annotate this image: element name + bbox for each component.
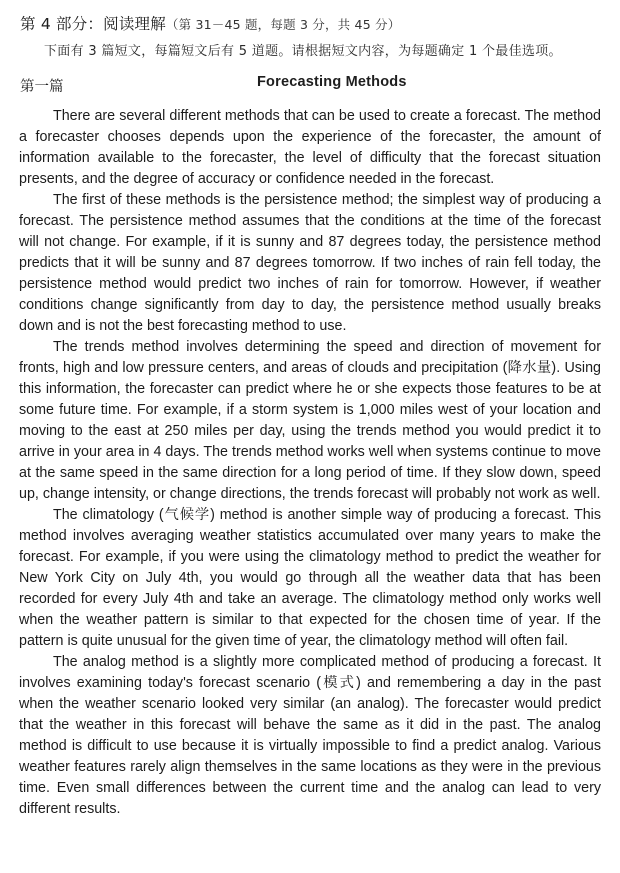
paragraph-analog-method: The analog method is a slightly more complicated method of producing a forecast. It involves examining today's forecast scenario (模式) and remembering a day in the past when the weather scenario looked very similar (an analog). The forecaster would predict that the weather in this forecast will behave the same as it did in the past. The analog method is difficult to use because it is virtually impossible to find a predict analog. Various weather features rarely align themselves in the same locations as they were in the previous time. Even small differences between the current time and the analog can lead to very different results.	[19, 654, 601, 817]
paragraph-persistence-method: The first of these methods is the persistence method; the simplest way of producing a forecast. The persistence method assumes that the conditions at the time of the forecast will not change. For example, if it is sunny and 87 degrees today, the persistence method predicts that it will be sunny and 87 degrees tomorrow. If two inches of rain fell today, the persistence method would predict two inches of rain for tomorrow. However, if weather conditions change significantly from day to day, the persistence method usually breaks down and is not the best forecasting method to use.	[19, 192, 601, 334]
section-instructions: 下面有 3 篇短文，每篇短文后有 5 道题。请根据短文内容，为每题确定 1 个最佳选项。	[44, 44, 562, 59]
paragraph-trends-method: The trends method involves determining the speed and direction of movement for fronts, high and low pressure centers, and areas of clouds and precipitation (降水量). Using this information, the forecaster can predict where he or she expects those features to be at some future time. For example, if a storm system is 1,000 miles west of your location and moving to the east at 250 miles per day, using the trends method you would predict it to arrive in your area in 4 days. The trends method works well when systems continue to move at the same speed in the same direction for a long period of time. If they slow down, speed up, change intensity, or change directions, the trends forecast will probably not work as well.	[19, 339, 601, 502]
section-heading-note: （第 31－45 题，每题 3 分，共 45 分）	[165, 17, 401, 32]
passage-body	[19, 106, 601, 820]
section-heading-title: 第 4 部分：阅读理解	[20, 15, 166, 33]
paragraph-intro: There are several different methods that can be used to create a forecast. The method a forecaster chooses depends upon the experience of the forecaster, the amount of information available to the forecaster, the level of difficulty that the forecast situation presents, and the degree of accuracy or confidence needed in the forecast.	[19, 108, 601, 187]
passage-label: 第一篇	[20, 79, 64, 95]
section-heading	[20, 12, 400, 34]
paragraph-climatology-method: The climatology (气候学) method is another simple way of producing a forecast. This method involves averaging weather statistics accumulated over many years to make the forecast. For example, if you were using the climatology method to predict the weather for New York City on July 4th, you would go through all the weather data that has been recorded for every July 4th and take an average. The climatology method only works well when the weather pattern is similar to that expected for the chosen time of year. If the pattern is quite unusual for the given time of year, the climatology method will often fail.	[19, 507, 601, 649]
passage-title: Forecasting Methods	[257, 74, 407, 90]
